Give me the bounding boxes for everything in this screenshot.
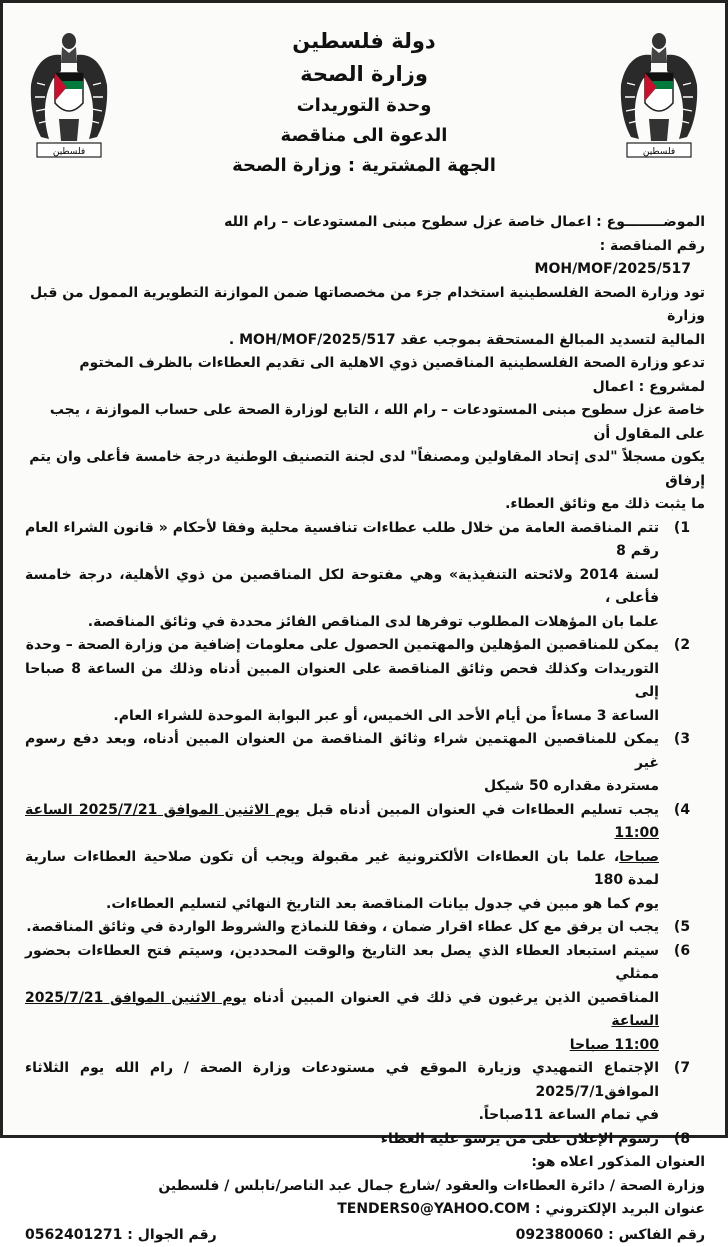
palestine-eagle-emblem-left <box>27 23 111 163</box>
list-item <box>25 728 705 799</box>
item-line: ، علما بان العطاءات الألكترونية غير مقبولة ويجب أن تكون صلاحية العطاءات سارية لمدة 180 <box>25 849 659 889</box>
item-text <box>25 1057 659 1128</box>
list-item <box>25 634 705 728</box>
list-item <box>25 940 705 1058</box>
item-text <box>25 728 659 799</box>
item-text <box>25 634 659 728</box>
purchasing-entity: الجهة المشترية : وزارة الصحة <box>153 157 575 175</box>
item-number: 7) <box>659 1057 705 1081</box>
shield-flag-icon <box>645 73 673 111</box>
item-line: مستردة مقداره 50 شيكل <box>484 778 659 794</box>
item-line: يجب تسليم العطاءات في العنوان المبين أدناه قبل <box>306 802 659 818</box>
item-text <box>25 1128 659 1152</box>
intro-p2-line-2: خاصة عزل سطوح مبنى المستودعات – رام الله ، التابع لوزارة الصحة على حساب الموازنة ، يجب على المقاول أن <box>50 402 705 442</box>
intro-paragraph-2 <box>25 352 705 517</box>
shield-flag-icon <box>55 73 83 111</box>
submission-deadline: يوم الاثنين الموافق 2025/7/21 الساعة 11:00 <box>25 802 659 842</box>
item-line: الإجتماع التمهيدي وزيارة الموقع في مستودعات وزارة الصحة / رام الله يوم الثلاثاء الموافق2025/7/1 <box>25 1060 659 1100</box>
mobile-number: 0562401271 <box>25 1224 122 1247</box>
item-line: علما بان المؤهلات المطلوب توفرها لدى المناقص الفائز محددة في وثائق المناقصة. <box>88 614 659 630</box>
item-number: 8) <box>659 1128 705 1152</box>
mobile-info <box>25 1224 217 1247</box>
item-number: 3) <box>659 728 705 752</box>
item-number: 1) <box>659 517 705 541</box>
item-text <box>25 517 659 635</box>
address-line: وزارة الصحة / دائرة العطاءات والعقود /شارع جمال عبد الناصر/نابلس / فلسطين <box>25 1175 705 1199</box>
item-number: 2) <box>659 634 705 658</box>
tender-number-line <box>25 258 691 282</box>
item-line: في تمام الساعة 11صباحاً. <box>479 1107 659 1123</box>
emblem-caption: فلسطين <box>53 147 85 157</box>
fax-number: 092380060 <box>516 1224 604 1247</box>
subject-value: : اعمال خاصة عزل سطوح مبنى المستودعات – رام الله <box>224 214 602 230</box>
intro-p2-line-3: يكون مسجلاً "لدى إتحاد المقاولين ومصنفاً" لدى لجنة التصنيف الوطنية درجة خامسة فأعلى وان يتم إرفاق <box>29 449 705 489</box>
fax-label: رقم الفاكس : <box>608 1227 705 1243</box>
intro-paragraph-1 <box>25 282 705 353</box>
contract-number: MOH/MOF/2025/517 <box>239 329 395 353</box>
intro-line-2-end: . <box>229 332 234 348</box>
item-line: التوريدات وكذلك فحص وثائق المناقصة على العنوان المبين أدناه وذلك من الساعة 8 صباحا إلى <box>25 661 659 701</box>
item-line: رسوم الإعلان على من يرسو عليه العطاء <box>381 1131 659 1147</box>
intro-line-2: المالية لتسديد المبالغ المستحقة بموجب عقد <box>400 332 705 348</box>
subject-label: الموضــــــــوع <box>607 214 705 230</box>
tender-number-label: رقم المناقصة : <box>25 235 705 259</box>
list-item <box>25 916 705 940</box>
item-text <box>25 940 659 1058</box>
intro-line-1: تود وزارة الصحة الفلسطينية استخدام جزء من مخصصاتها ضمن الموازنة التطويرية الممول من قبل وزارة <box>30 285 705 325</box>
list-item <box>25 1128 705 1152</box>
item-line: سيتم استبعاد العطاء الذي يصل بعد التاريخ والوقت المحددين، وسيتم فتح العطاءات بحضور ممثلي <box>25 943 659 983</box>
item-line: يمكن للمناقصين المهتمين شراء وثائق المناقصة من العنوان المبين أدناه، وبعد دفع رسوم غير <box>25 731 659 771</box>
submission-deadline-tail: صباحا <box>619 849 659 865</box>
item-line: المناقصين الذين يرغبون في ذلك في العنوان المبين أدناه <box>253 990 659 1006</box>
ministry-name: وزارة الصحة <box>153 64 575 85</box>
item-number: 4) <box>659 799 705 823</box>
intro-p2-line-1: تدعو وزارة الصحة الفلسطينية المناقصين ذوي الاهلية الى تقديم العطاءات بالظرف المختوم لمشروع : اعمال <box>79 355 705 395</box>
item-line: يمكن للمناقصين المؤهلين والمهتمين الحصول على معلومات إضافية من وزارة الصحة – وحدة <box>26 637 659 653</box>
opening-date: يوم الاثنين الموافق 2025/7/21 الساعة <box>25 990 659 1030</box>
list-item <box>25 799 705 917</box>
email-label: عنوان البريد الإلكتروني : <box>535 1201 705 1217</box>
item-text <box>25 916 659 940</box>
mobile-label: رقم الجوال : <box>127 1227 216 1243</box>
item-text <box>25 799 659 917</box>
phone-contacts <box>25 1224 705 1247</box>
header <box>153 31 575 175</box>
item-line: يجب ان يرفق مع كل عطاء اقرار ضمان ، وفقا للنماذج والشروط الواردة في وثائق المناقصة. <box>26 919 659 935</box>
intro-p2-line-4: ما يثبت ذلك مع وثائق العطاء. <box>505 496 705 512</box>
invitation-title: الدعوة الى مناقصة <box>153 127 575 145</box>
unit-name: وحدة التوريدات <box>153 97 575 115</box>
announcement-body <box>25 211 705 1247</box>
conditions-list <box>25 517 705 1152</box>
subject-line <box>25 211 705 235</box>
item-line: تتم المناقصة العامة من خلال طلب عطاءات تنافسية محلية وفقا لأحكام « قانون الشراء العام رقم 8 <box>25 520 659 560</box>
email-address[interactable]: TENDERS0@YAHOO.COM <box>337 1198 530 1222</box>
item-line: يوم كما هو مبين في جدول بيانات المناقصة بعد التاريخ النهائي لتسليم العطاءات. <box>106 896 659 912</box>
state-name: دولة فلسطين <box>153 31 575 52</box>
item-number: 6) <box>659 940 705 964</box>
email-line <box>25 1198 705 1222</box>
palestine-eagle-emblem-right <box>617 23 701 163</box>
list-item <box>25 1057 705 1128</box>
emblem-caption: فلسطين <box>643 147 675 157</box>
item-number: 5) <box>659 916 705 940</box>
tender-number: MOH/MOF/2025/517 <box>535 258 691 282</box>
list-item <box>25 517 705 635</box>
fax-info <box>516 1224 705 1247</box>
item-line: الساعة 3 مساءاً من أيام الأحد الى الخميس، أو عبر البوابة الموحدة للشراء العام. <box>113 708 659 724</box>
address-heading: العنوان المذكور اعلاه هو: <box>25 1151 705 1175</box>
opening-time: 11:00 صباحا <box>570 1037 659 1053</box>
item-line: لسنة 2014 ولائحته التنفيذية» وهي مفتوحة لكل المناقصين من ذوي الأهلية، درجة خامسة فأعلى ، <box>25 567 659 607</box>
